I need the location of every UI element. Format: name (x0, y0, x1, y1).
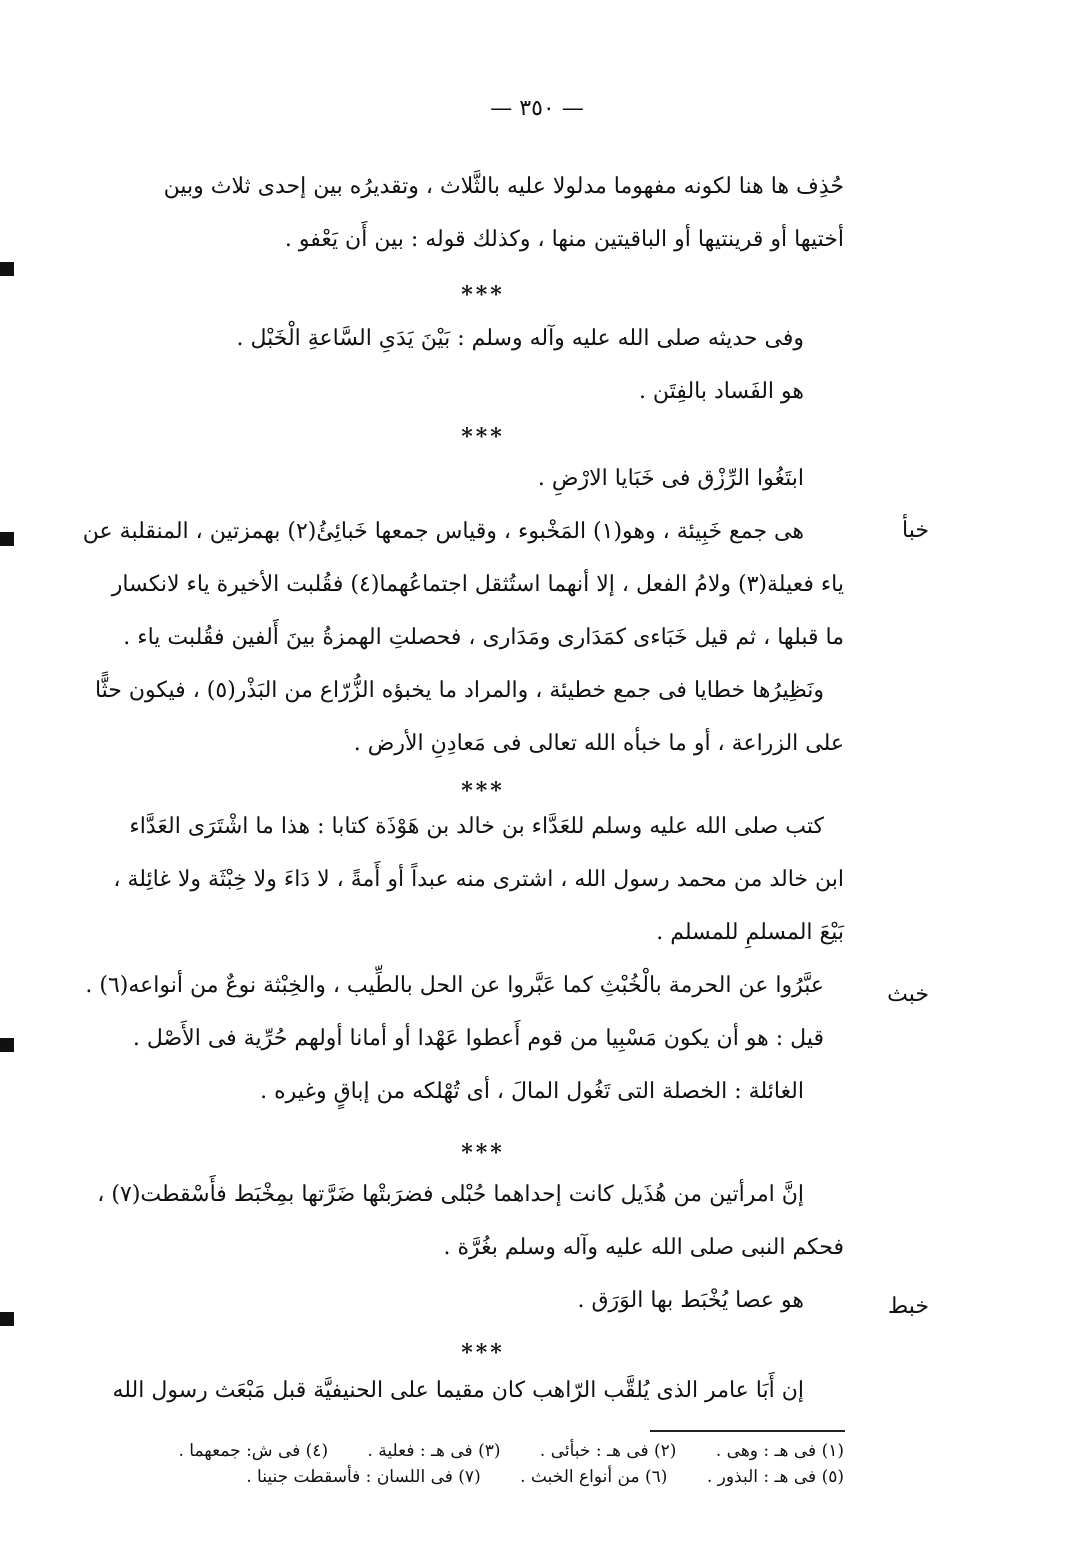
text-line: إنَّ امرأتين من هُذَيل كانت إحداهما حُبْلى فضرَبتْها ضَرَّتها بمِخْبَط فأَسْقطت(٧) ، (97, 1182, 804, 1207)
footnote: (٥) فى هـ : البذور . (706, 1467, 844, 1487)
text-line: هى جمع خَبِيئة ، وهو(١) المَخْبوء ، وقياس جمعها خَبائِئُ(٢) بهمزتين ، المنقلبة عن (82, 519, 804, 544)
section-separator: *** (461, 1340, 505, 1366)
text-line: حُذِف ها هنا لكونه مفهوما مدلولا عليه بالثَّلاث ، وتقديرُه بين إحدى ثلاث وبين (163, 174, 844, 199)
text-line: أختيها أو قرينتيها أو الباقيتين منها ، وكذلك قوله : بين أَن يَعْفو . (284, 227, 844, 252)
footnote: (٧) فى اللسان : فأسقطت جنينا . (246, 1467, 481, 1487)
footnote: (٢) فى هـ : خبأئى . (539, 1441, 677, 1461)
section-separator: *** (461, 778, 505, 804)
footnote-rule (650, 1430, 845, 1432)
page-edge-mark (0, 532, 14, 546)
section-separator: *** (461, 1140, 505, 1166)
footnote: (٦) من أنواع الخبث . (520, 1467, 668, 1487)
section-separator: *** (461, 282, 505, 308)
text-line: قيل : هو أن يكون مَسْبِيا من قوم أَعطوا عَهْدا أو أمانا أولهم حُرِّية فى الأَصْل . (132, 1026, 824, 1051)
paragraph-4 (85, 800, 844, 1118)
text-line: وفى حديثه صلى الله عليه وآله وسلم : بَيْنَ يَدَىِ السَّاعةِ الْخَبْل . (236, 326, 804, 351)
footnotes (122, 1438, 844, 1490)
text-line: ابن خالد من محمد رسول الله ، اشترى منه عبداً أو أَمةً ، لا دَاءَ ولا خِبْثَة ولا غائِلة ، (113, 867, 844, 892)
text-line: هو الفَساد بالفِتَن . (638, 379, 804, 404)
paragraph-1 (122, 160, 844, 266)
footnote-row (122, 1438, 844, 1464)
page-edge-mark (0, 1038, 14, 1052)
text-line: ما قبلها ، ثم قيل خَبَاءى كمَدَارى ومَدَارى ، فحصلتِ الهمزةُ بينَ أَلفين فقُلبت ياء . (123, 625, 844, 650)
headword-khabat: خبط (887, 1294, 929, 1319)
text-line: هو عصا يُخْبَط بها الوَرَق . (577, 1288, 804, 1313)
text-line: فحكم النبى صلى الله عليه وآله وسلم بغُرَّة . (443, 1235, 844, 1260)
text-line: ونَظِيرُها خطايا فى جمع خطيئة ، والمراد ما يخبؤه الزُّرّاع من البَذْر(٥) ، فيكون حثًّا (94, 678, 824, 703)
text-line: على الزراعة ، أو ما خبأه الله تعالى فى مَعادِنِ الأرض . (353, 731, 844, 756)
paragraph-5 (97, 1168, 844, 1327)
text-line: إن أَبَا عامر الذى يُلقَّب الرّاهب كان مقيما على الحنيفيَّة قبل مَبْعَث رسول الله (112, 1378, 804, 1403)
footnote: (١) فى هـ : وهى . (715, 1441, 844, 1461)
text-line: ياء فعيلة(٣) ولامُ الفعل ، إلا أنهما استُثقل اجتماعُهما(٤) فقُلبت الأخيرة ياء لانكسار (111, 572, 844, 597)
paragraph-2 (122, 312, 844, 418)
text-line: عبَّرُوا عن الحرمة بالْخُبْثِ كما عَبَّروا عن الحل بالطِّيب ، والخِبْثة نوعٌ من أنواعه(٦) . (85, 973, 824, 998)
page-edge-mark (0, 262, 14, 276)
page-number: — ٣٥٠ — (490, 96, 584, 121)
page-edge-mark (0, 1312, 14, 1326)
paragraph-3 (82, 452, 844, 770)
headword-khabath: خبث (887, 982, 929, 1007)
text-line: ابتَغُوا الرِّزْق فى خَبَايا الارْضِ . (537, 466, 804, 491)
text-line: بَيْعَ المسلمِ للمسلم . (656, 920, 844, 945)
text-line: كتب صلى الله عليه وسلم للعَدَّاء بن خالد بن هَوْذَة كتابا : هذا ما اشْتَرَى العَدَّاء (129, 814, 824, 839)
headword-khaba: خبأ (902, 518, 929, 543)
text-line: الغائلة : الخصلة التى تَغُول المالَ ، أى تُهْلكه من إباقٍ وغيره . (260, 1079, 804, 1104)
footnote: (٣) فى هـ : فعلية . (367, 1441, 501, 1461)
footnote-row (122, 1464, 844, 1490)
paragraph-6 (112, 1364, 844, 1417)
footnote: (٤) فى ش: جمعهما . (178, 1441, 329, 1461)
section-separator: *** (461, 424, 505, 450)
